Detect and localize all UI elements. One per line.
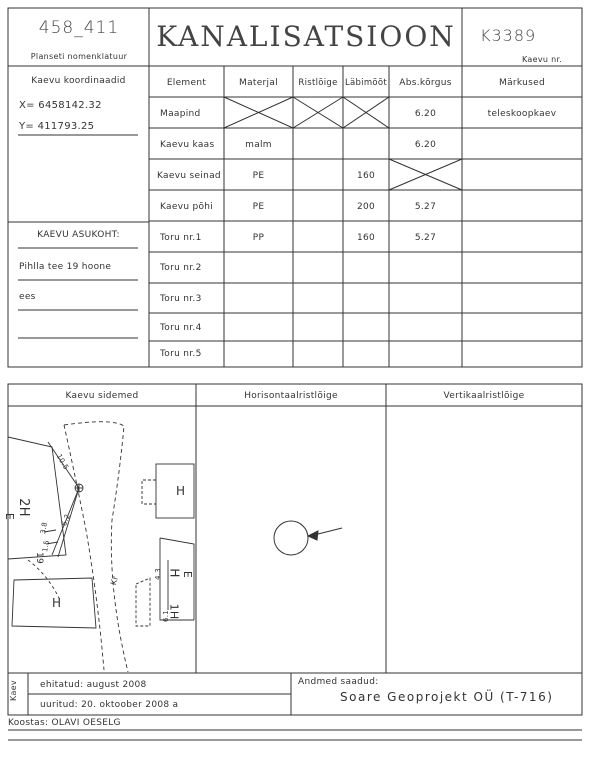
row-diameter: 160 bbox=[356, 171, 376, 181]
building-label-1h: 1H bbox=[167, 603, 181, 620]
author: Koostas: OLAVI OESELG bbox=[8, 718, 121, 728]
coord-x: X= 6458142.32 bbox=[19, 100, 102, 111]
label-19: 19 bbox=[34, 551, 45, 565]
dim-label: 3.8 bbox=[39, 521, 50, 535]
location-heading: KAEVU ASUKOHT: bbox=[37, 230, 120, 240]
sheet-code: 458_411 bbox=[38, 18, 120, 38]
row-element: Toru nr.4 bbox=[160, 323, 202, 333]
dim-label: 4.3 bbox=[154, 567, 163, 581]
row-element: Toru nr.2 bbox=[160, 263, 202, 273]
data-source-caption: Andmed saadud: bbox=[298, 677, 379, 687]
row-abs: 5.27 bbox=[414, 202, 437, 212]
col-diameter: Läbimõõt bbox=[344, 78, 388, 88]
row-element: Maapind bbox=[160, 109, 201, 119]
row-element: Kaevu põhi bbox=[160, 202, 214, 212]
col-notes: Märkused bbox=[499, 78, 545, 88]
row-note: teleskoopkaev bbox=[487, 109, 557, 119]
site-sketch bbox=[8, 422, 194, 672]
well-number-caption: Kaevu nr. bbox=[522, 55, 563, 64]
col-cross: Ristlõige bbox=[298, 78, 338, 88]
label-e: E bbox=[3, 512, 17, 521]
row-material: PP bbox=[252, 233, 265, 243]
panel-vertical-title: Vertikaalristlõige bbox=[443, 391, 525, 401]
row-element: Kaevu seinad bbox=[157, 171, 221, 181]
building-label-2h: 2H bbox=[15, 498, 31, 517]
location-line-1: Pihlla tee 19 hoone bbox=[19, 262, 112, 272]
label-e: E bbox=[181, 570, 195, 579]
well-number: K3389 bbox=[480, 26, 537, 45]
coords-heading: Kaevu koordinaadid bbox=[31, 76, 126, 86]
row-abs: 6.20 bbox=[414, 140, 437, 150]
page-title: KANALISATSIOON bbox=[156, 20, 456, 53]
panel-horizontal-title: Horisontaalristlõige bbox=[244, 391, 338, 401]
data-source: Soare Geoprojekt OÜ (T-716) bbox=[340, 690, 554, 704]
col-material: Materjal bbox=[239, 78, 278, 88]
dim-label: 6.1 bbox=[162, 609, 171, 623]
footer-side-label: Kaev bbox=[8, 680, 18, 701]
building-label: H bbox=[176, 484, 186, 498]
location-line-2: ees bbox=[19, 292, 36, 302]
col-abs: Abs.kõrgus bbox=[399, 78, 452, 88]
row-material: malm bbox=[245, 140, 272, 150]
row-material: PE bbox=[252, 171, 265, 181]
row-diameter: 200 bbox=[356, 202, 376, 212]
row-element: Toru nr.1 bbox=[160, 233, 202, 243]
row-element: Toru nr.3 bbox=[160, 294, 202, 304]
coord-y: Y= 411793.25 bbox=[19, 121, 95, 132]
panel-ties-title: Kaevu sidemed bbox=[65, 391, 139, 401]
row-material: PE bbox=[252, 202, 265, 212]
horizontal-section-symbol bbox=[274, 521, 342, 555]
dim-label: 6.2 bbox=[60, 512, 72, 528]
sheet-caption: Planseti nomenklatuur bbox=[30, 52, 128, 61]
row-abs: 6.20 bbox=[414, 109, 437, 119]
building-label: H bbox=[52, 596, 62, 610]
dim-label: 10.5 bbox=[54, 452, 71, 472]
dim-label: 1.5 bbox=[41, 539, 52, 553]
established-date: ehitatud: august 2008 bbox=[40, 680, 147, 690]
row-element: Toru nr.5 bbox=[160, 349, 202, 359]
col-element: Element bbox=[166, 78, 207, 88]
row-diameter: 160 bbox=[356, 233, 376, 243]
surveyed-date: uuritud: 20. oktoober 2008 a bbox=[40, 700, 179, 710]
road-label: Kr bbox=[109, 574, 121, 587]
row-abs: 5.27 bbox=[414, 233, 437, 243]
row-element: Kaevu kaas bbox=[160, 140, 215, 150]
building-label: H bbox=[167, 568, 182, 578]
